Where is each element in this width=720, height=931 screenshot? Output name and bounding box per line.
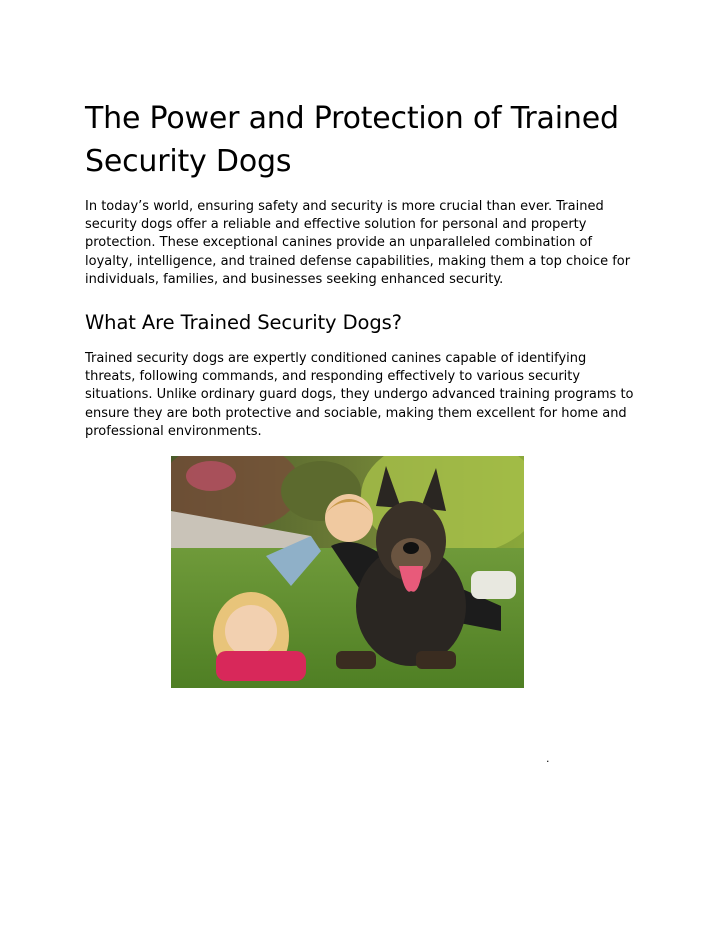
- trailing-mark: .: [546, 752, 550, 765]
- section-paragraph: Trained security dogs are expertly conditioned canines capable of identifying threats, following commands, and responding effectively to various security situations. Unlike ordinary guard dogs, they undergo advanced training programs to ensure they are both protective and sociable, making them excellent for home and professional environments.: [85, 351, 634, 439]
- children-with-german-shepherd-photo: [171, 456, 524, 688]
- intro-paragraph: In today’s world, ensuring safety and security is more crucial than ever. Trained security dogs offer a reliable and effective solution for personal and property protection. These exceptional canines provide an unparalleled combination of loyalty, intelligence, and trained defense capabilities, making them a top choice for individuals, families, and businesses seeking enhanced security.: [85, 199, 631, 287]
- section-heading: What Are Trained Security Dogs?: [85, 311, 402, 334]
- page-title: The Power and Protection of Trained Security Dogs: [85, 101, 619, 179]
